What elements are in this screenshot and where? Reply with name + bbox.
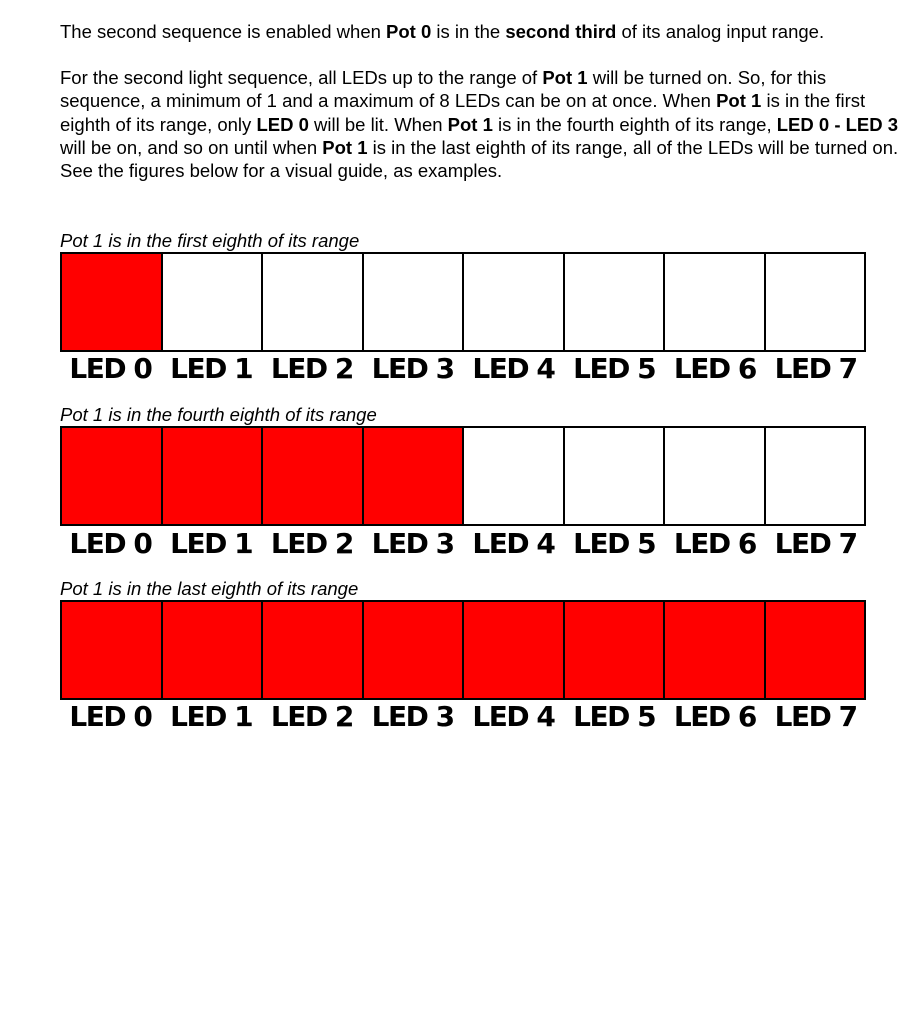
led-cell-2 <box>263 428 364 524</box>
description-paragraph <box>60 66 906 182</box>
led-cell-6 <box>665 602 766 698</box>
led-label-7: LED 7 <box>774 527 857 560</box>
led-cell-6 <box>665 254 766 350</box>
led-row-first-eighth <box>60 252 866 352</box>
description-bold: LED 0 <box>256 113 309 135</box>
led-label-5: LED 5 <box>573 352 656 385</box>
led-cell-7 <box>766 254 865 350</box>
led-label-4: LED 4 <box>472 700 555 733</box>
led-cell-2 <box>263 254 364 350</box>
led-label-3: LED 3 <box>371 700 454 733</box>
led-cell-0 <box>62 602 163 698</box>
led-cell-4 <box>464 428 565 524</box>
led-label-6: LED 6 <box>673 700 756 733</box>
intro-bold: Pot 0 <box>386 21 432 42</box>
description-text: is in the last eighth of its range, all of the LEDs will be turned on. See the figures below for a visual guide, as examples. <box>60 136 899 182</box>
description-text: is in the first eighth of its range, only <box>60 90 866 135</box>
description-text: is in the fourth eighth of its range, <box>492 113 777 135</box>
led-label-1: LED 1 <box>170 352 253 385</box>
led-labels-fourth-eighth <box>60 528 866 560</box>
figure-caption-last-eighth: Pot 1 is in the last eighth of its range <box>60 578 359 599</box>
description-bold: Pot 1 <box>322 136 368 158</box>
led-cell-3 <box>364 602 465 698</box>
led-cell-1 <box>163 602 264 698</box>
led-label-0: LED 0 <box>69 352 152 385</box>
description-bold: Pot 1 <box>447 113 493 135</box>
led-label-2: LED 2 <box>270 700 353 733</box>
led-label-1: LED 1 <box>170 527 253 560</box>
led-cell-1 <box>163 254 264 350</box>
description-text: For the second light sequence, all LEDs up to the range of <box>60 67 543 88</box>
led-cell-5 <box>565 602 666 698</box>
led-cell-4 <box>464 602 565 698</box>
figure-caption-first-eighth: Pot 1 is in the first eighth of its range <box>60 230 360 251</box>
led-label-2: LED 2 <box>270 352 353 385</box>
led-cell-6 <box>665 428 766 524</box>
led-labels-first-eighth <box>60 353 866 385</box>
led-cell-2 <box>263 602 364 698</box>
description-text: will be lit. When <box>308 113 448 135</box>
description-text: will be turned on. So, for this sequence, a minimum of 1 and a maximum of 8 LEDs can be on at once. When <box>60 67 827 112</box>
led-cell-7 <box>766 428 865 524</box>
led-label-1: LED 1 <box>170 700 253 733</box>
intro-bold: second third <box>505 21 617 42</box>
led-cell-1 <box>163 428 264 524</box>
led-cell-3 <box>364 254 465 350</box>
led-label-7: LED 7 <box>774 352 857 385</box>
intro-text: The second sequence is enabled when <box>60 21 387 42</box>
led-cell-4 <box>464 254 565 350</box>
led-cell-5 <box>565 254 666 350</box>
led-label-6: LED 6 <box>673 352 756 385</box>
led-label-3: LED 3 <box>371 352 454 385</box>
led-label-7: LED 7 <box>774 700 857 733</box>
intro-text: is in the <box>431 21 506 42</box>
led-row-fourth-eighth <box>60 426 866 526</box>
led-cell-0 <box>62 254 163 350</box>
figure-caption-fourth-eighth: Pot 1 is in the fourth eighth of its range <box>60 404 377 425</box>
led-cell-0 <box>62 428 163 524</box>
description-bold: Pot 1 <box>716 90 762 112</box>
led-row-last-eighth <box>60 600 866 700</box>
led-label-5: LED 5 <box>573 700 656 733</box>
led-cell-7 <box>766 602 865 698</box>
intro-paragraph <box>60 20 906 43</box>
led-label-5: LED 5 <box>573 527 656 560</box>
led-label-0: LED 0 <box>69 527 152 560</box>
led-label-2: LED 2 <box>270 527 353 560</box>
description-bold: Pot 1 <box>542 67 588 88</box>
led-label-3: LED 3 <box>371 527 454 560</box>
led-label-0: LED 0 <box>69 700 152 733</box>
led-cell-3 <box>364 428 465 524</box>
led-labels-last-eighth <box>60 701 866 733</box>
description-bold: LED 0 - LED 3 <box>776 113 899 135</box>
led-cell-5 <box>565 428 666 524</box>
intro-text: of its analog input range. <box>616 21 825 42</box>
led-label-4: LED 4 <box>472 352 555 385</box>
description-text: will be on, and so on until when <box>60 136 323 158</box>
led-label-6: LED 6 <box>673 527 756 560</box>
led-label-4: LED 4 <box>472 527 555 560</box>
